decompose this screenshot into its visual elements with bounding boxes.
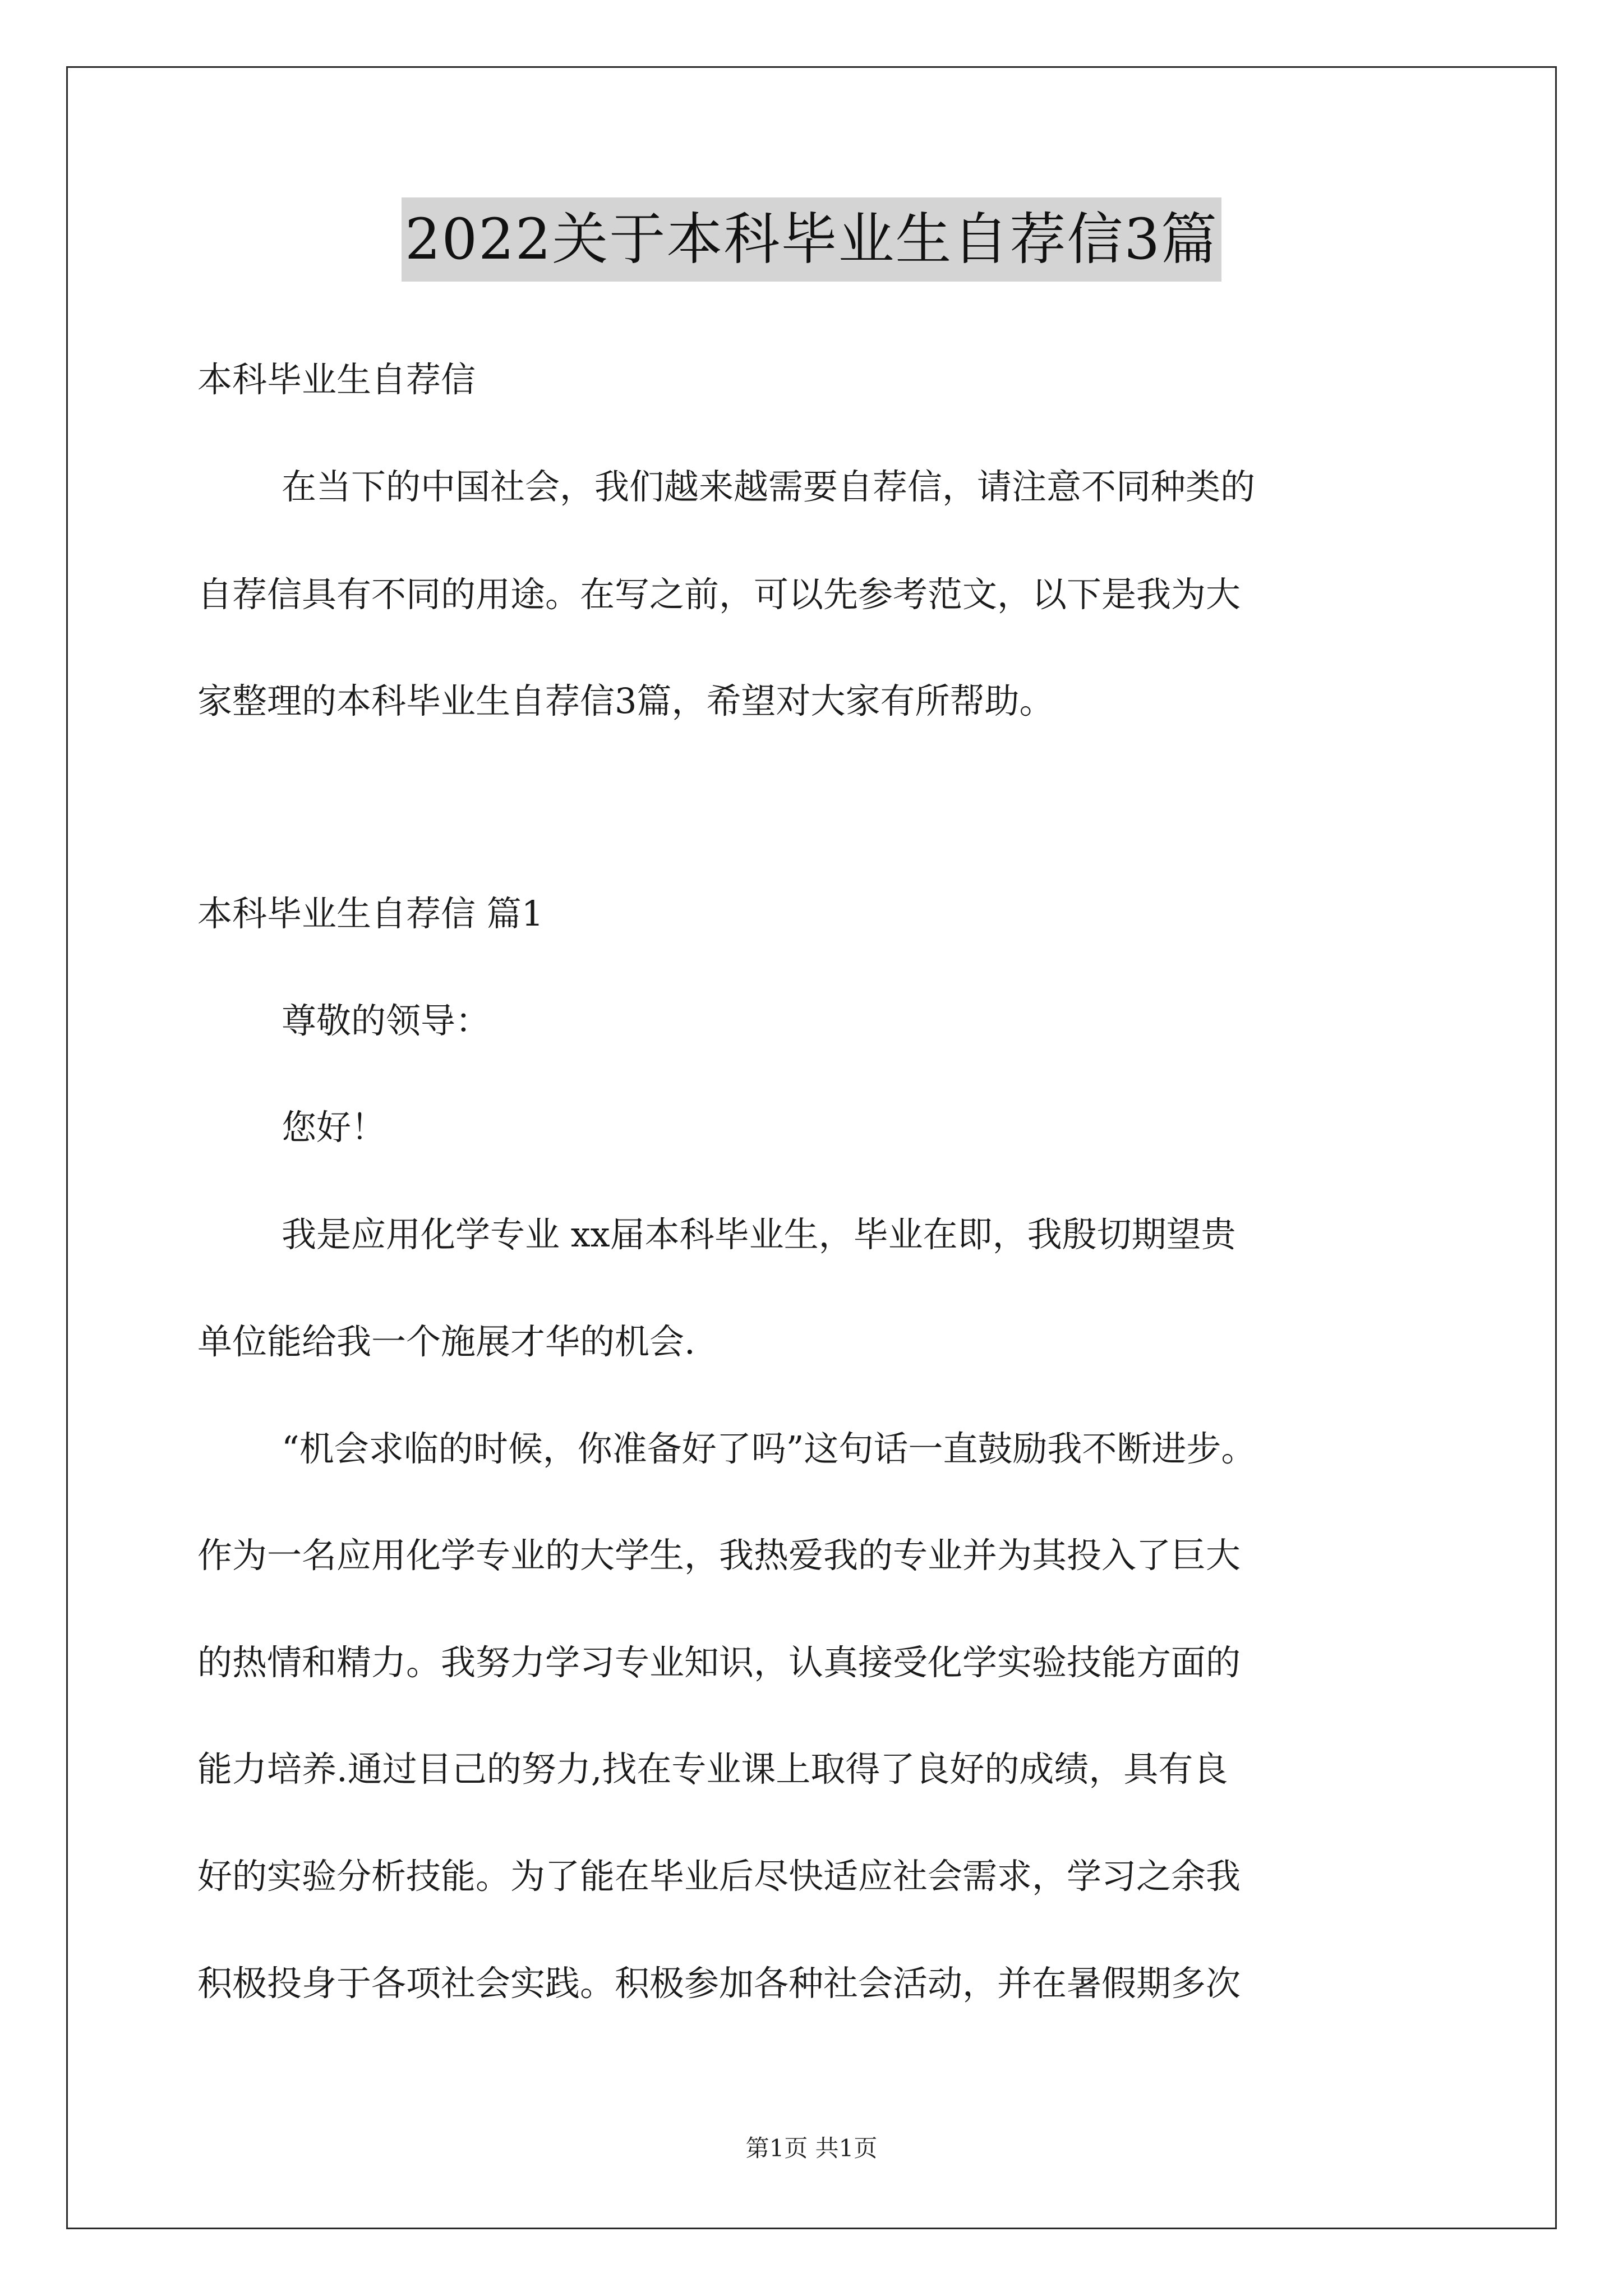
section-heading: 本科毕业生自荐信 篇1	[197, 893, 544, 934]
intro-line-3: 家整理的本科毕业生自荐信3篇，希望对大家有所帮助。	[197, 680, 1054, 721]
para2-line-6: 积极投身于各项社会实践。积极参加各种社会活动，并在暑假期多次	[197, 1963, 1241, 2004]
document-title: 2022关于本科毕业生自荐信3篇	[402, 197, 1221, 282]
intro-heading: 本科毕业生自荐信	[197, 359, 476, 400]
para1-line-2: 单位能给我一个施展才华的机会.	[197, 1321, 695, 1362]
para2-line-5: 好的实验分析技能。为了能在毕业后尽快适应社会需求，学习之余我	[197, 1856, 1241, 1897]
greeting: 您好！	[282, 1107, 386, 1148]
page-footer: 第1页 共1页	[745, 2134, 878, 2162]
title-container	[0, 197, 1623, 282]
para2-line-4: 能力培养.通过目己的努力,找在专业课上取得了良好的成绩，具有良	[197, 1749, 1228, 1789]
intro-line-1: 在当下的中国社会，我们越来越需要自荐信，请注意不同种类的	[282, 466, 1256, 507]
para2-line-2: 作为一名应用化学专业的大学生，我热爱我的专业并为其投入了巨大	[197, 1535, 1241, 1576]
salutation: 尊敬的领导：	[282, 1000, 491, 1041]
intro-line-2: 自荐信具有不同的用途。在写之前，可以先参考范文，以下是我为大	[197, 574, 1241, 615]
para2-line-1: “机会求临的时候，你准备好了吗”这句话一直鼓励我不断进步。	[282, 1428, 1256, 1469]
para1-line-1: 我是应用化学专业 xx届本科毕业生，毕业在即，我殷切期望贵	[282, 1214, 1236, 1255]
para2-line-3: 的热情和精力。我努力学习专业知识，认真接受化学实验技能方面的	[197, 1642, 1241, 1683]
